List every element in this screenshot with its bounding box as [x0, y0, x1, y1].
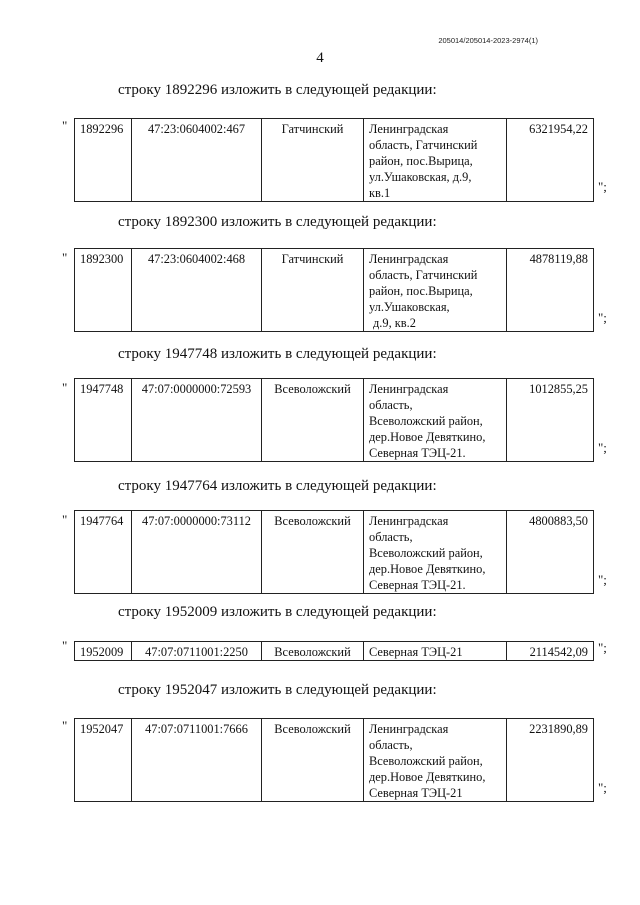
address-line: район, пос.Вырица, [369, 284, 473, 298]
address-line: Ленинградская [369, 252, 449, 266]
district-cell: Всеволожский [262, 719, 364, 802]
address-line: Всеволожский район, [369, 754, 483, 768]
row-number-cell: 1892296 [75, 119, 132, 202]
address-line: Ленинградская [369, 722, 449, 736]
closing-quote: "; [598, 640, 607, 655]
address-cell [364, 249, 507, 332]
district-cell: Всеволожский [262, 642, 364, 661]
row-number-cell: 1952047 [75, 719, 132, 802]
address-line: Ленинградская [369, 514, 449, 528]
amendment-heading: строку 1892296 изложить в следующей редакции: [118, 82, 437, 98]
district-cell: Всеволожский [262, 379, 364, 462]
page-number: 4 [316, 50, 324, 66]
row-number-cell: 1947748 [75, 379, 132, 462]
cadastral-number-cell: 47:07:0000000:73112 [132, 511, 262, 594]
opening-quote: " [62, 250, 68, 265]
cadastral-number-cell: 47:07:0000000:72593 [132, 379, 262, 462]
district-cell: Всеволожский [262, 511, 364, 594]
address-line: ул.Ушаковская, д.9, [369, 170, 472, 184]
row-number-cell: 1952009 [75, 642, 132, 661]
address-line: ул.Ушаковская, [369, 300, 450, 314]
registry-row-table [74, 378, 594, 462]
address-line: Ленинградская [369, 382, 449, 396]
table-row [75, 379, 594, 462]
table-row [75, 249, 594, 332]
amendment-heading: строку 1952047 изложить в следующей редакции: [118, 682, 437, 698]
district-cell: Гатчинский [262, 119, 364, 202]
district-cell: Гатчинский [262, 249, 364, 332]
address-line: д.9, кв.2 [373, 316, 416, 330]
opening-quote: " [62, 638, 68, 653]
address-cell [364, 379, 507, 462]
amendment-heading: строку 1947764 изложить в следующей редакции: [118, 478, 437, 494]
cadastral-number-cell: 47:07:0711001:2250 [132, 642, 262, 661]
address-line: область, [369, 530, 413, 544]
address-line: область, [369, 398, 413, 412]
opening-quote: " [62, 512, 68, 527]
opening-quote: " [62, 380, 68, 395]
address-line: область, Гатчинский [369, 138, 478, 152]
address-line: кв.1 [369, 186, 391, 200]
closing-quote: "; [598, 440, 607, 455]
amendment-heading: строку 1892300 изложить в следующей редакции: [118, 214, 437, 230]
address-cell [364, 119, 507, 202]
row-number-cell: 1947764 [75, 511, 132, 594]
registry-row-table [74, 510, 594, 594]
address-line: область, Гатчинский [369, 268, 478, 282]
value-cell: 2114542,09 [507, 642, 594, 661]
closing-quote: "; [598, 179, 607, 194]
address-cell [364, 719, 507, 802]
registry-row-table [74, 248, 594, 332]
address-line: район, пос.Вырица, [369, 154, 473, 168]
amendment-heading: строку 1952009 изложить в следующей редакции: [118, 604, 437, 620]
address-line: Северная ТЭЦ-21. [369, 578, 466, 592]
table-row [75, 119, 594, 202]
cadastral-number-cell: 47:23:0604002:468 [132, 249, 262, 332]
document-id: 205014/205014-2023-2974(1) [438, 36, 538, 45]
closing-quote: "; [598, 780, 607, 795]
value-cell: 4800883,50 [507, 511, 594, 594]
closing-quote: "; [598, 572, 607, 587]
address-line: дер.Новое Девяткино, [369, 770, 486, 784]
registry-row-table [74, 718, 594, 802]
address-line: Северная ТЭЦ-21 [369, 645, 463, 659]
registry-row-table [74, 641, 594, 661]
opening-quote: " [62, 718, 68, 733]
value-cell: 4878119,88 [507, 249, 594, 332]
address-cell [364, 511, 507, 594]
address-line: дер.Новое Девяткино, [369, 430, 486, 444]
closing-quote: "; [598, 310, 607, 325]
address-line: Всеволожский район, [369, 414, 483, 428]
table-row [75, 719, 594, 802]
table-row [75, 511, 594, 594]
address-line: дер.Новое Девяткино, [369, 562, 486, 576]
address-line: Всеволожский район, [369, 546, 483, 560]
cadastral-number-cell: 47:23:0604002:467 [132, 119, 262, 202]
address-line: область, [369, 738, 413, 752]
address-line: Ленинградская [369, 122, 449, 136]
registry-row-table [74, 118, 594, 202]
row-number-cell: 1892300 [75, 249, 132, 332]
address-cell [364, 642, 507, 661]
value-cell: 6321954,22 [507, 119, 594, 202]
value-cell: 1012855,25 [507, 379, 594, 462]
table-row [75, 642, 594, 661]
address-line: Северная ТЭЦ-21 [369, 786, 463, 800]
amendment-heading: строку 1947748 изложить в следующей редакции: [118, 346, 437, 362]
opening-quote: " [62, 118, 68, 133]
cadastral-number-cell: 47:07:0711001:7666 [132, 719, 262, 802]
value-cell: 2231890,89 [507, 719, 594, 802]
address-line: Северная ТЭЦ-21. [369, 446, 466, 460]
